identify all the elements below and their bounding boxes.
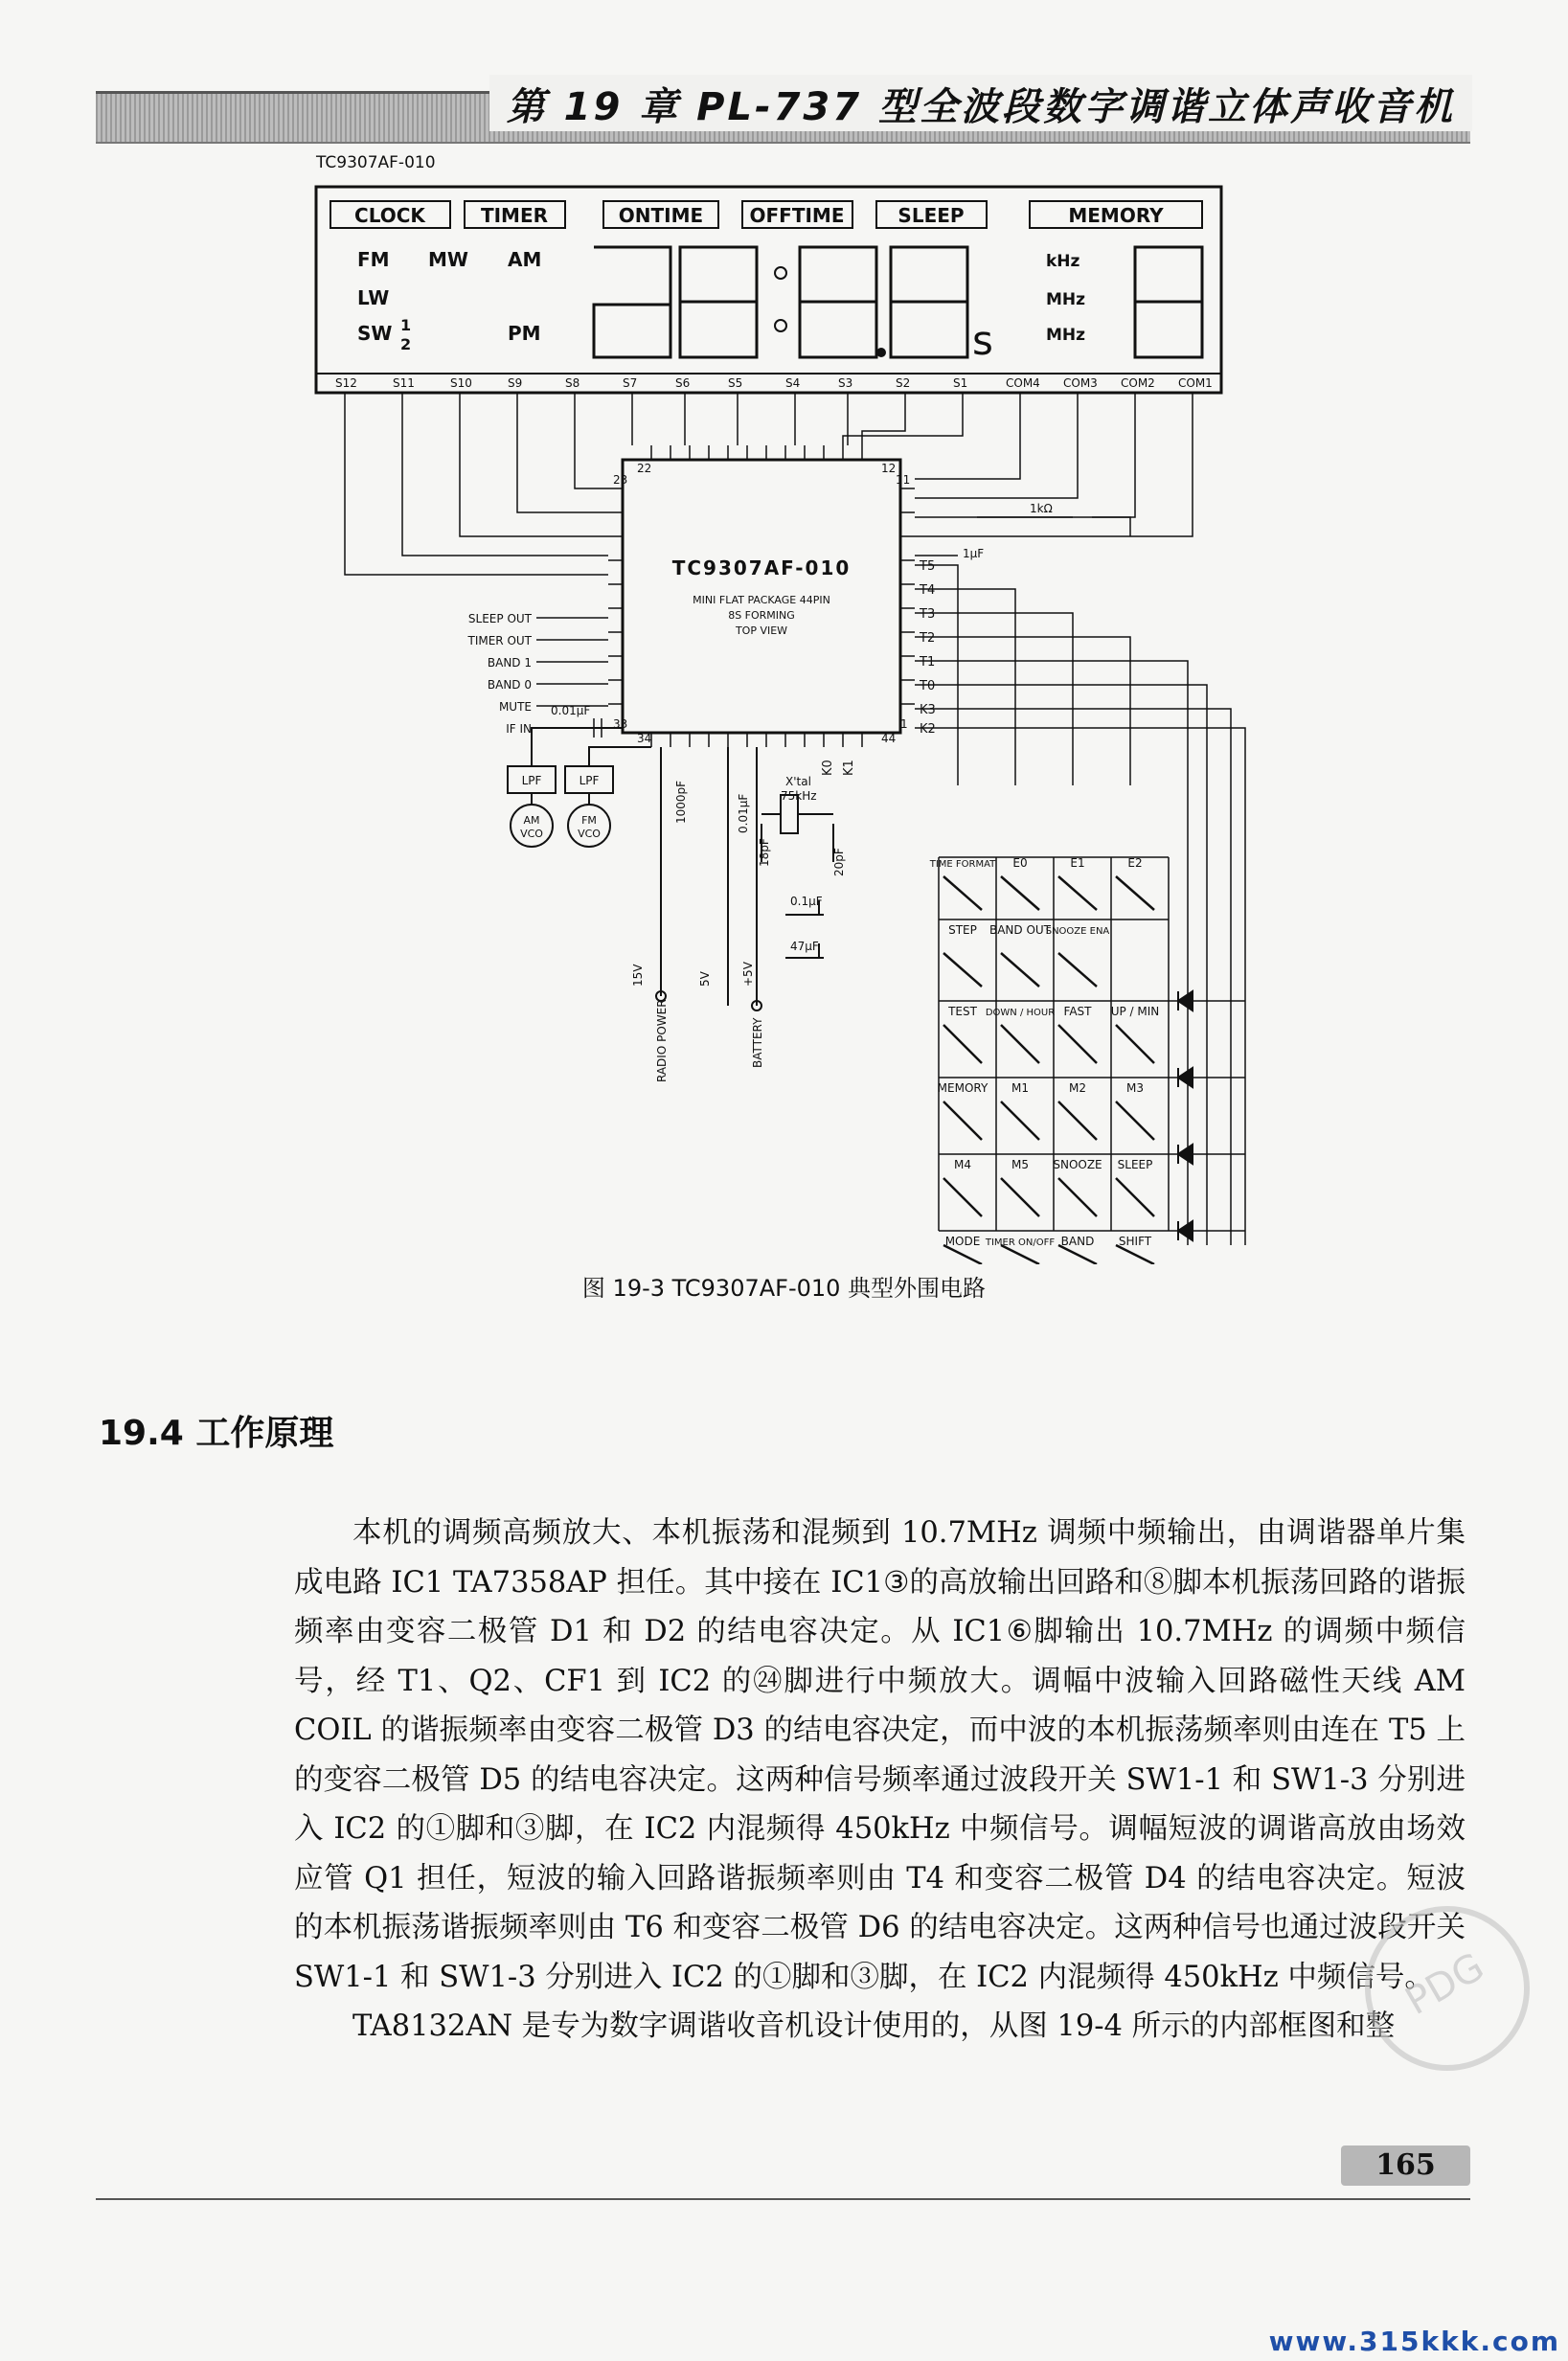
page-number: 165 bbox=[1341, 2145, 1470, 2186]
chip-pin-k1: K1 bbox=[842, 760, 856, 776]
key-label: STEP bbox=[948, 923, 977, 937]
chapter-title: 第 19 章 PL-737 型全波段数字调谐立体声收音机 bbox=[489, 75, 1472, 131]
lcd-sw: SW bbox=[357, 322, 393, 345]
chip-pin-44: 44 bbox=[881, 732, 897, 745]
lcd-pm: PM bbox=[508, 322, 541, 345]
left-signal-label: BAND 0 bbox=[487, 678, 532, 692]
lcd-digit-2 bbox=[680, 247, 757, 357]
cap-1000-label: 1000pF bbox=[674, 780, 688, 824]
paragraph: 本机的调频高频放大、本机振荡和混频到 10.7MHz 调频中频输出，由调谐器单片集成电路 IC1 TA7358AP 担任。其中接在 IC1③的高放输出回路和⑧脚本机振荡回路的谐振频率由变容二极管 D1 和 D2 的结电容决定。从 IC1⑥脚输出 10.7MHz 的调频中频信号，经 T1、Q2、CF1 到 IC2 的㉔脚进行中频放大。调幅中波输入回路磁性天线 AM COIL 的谐振频率由变容二极管 D3 的结电容决定，而中波的本机振荡频率则由连在 T5 上的变容二极管 D5 的结电容决定。这两种信号频率通过波段开关 SW1-1 和 SW1-3 分别进入 IC2 的①脚和③脚，在 IC2 内混频得 450kHz 中频信号。调幅短波的调谐高放由场效应管 Q1 担任，短波的输入回路谐振频率则由 T4 和变容二极管 D4 的结电容决定。短波的本机振荡谐振频率则由 T6 和变容二极管 D6 的结电容决定。这两种信号也通过波段开关 SW1-1 和 SW1-3 分别进入 IC2 的①脚和③脚，在 IC2 内混频得 450kHz 中频信号。 bbox=[294, 1516, 1466, 1994]
cap-01-label: 0.1μF bbox=[790, 895, 823, 908]
lcd-khz: kHz bbox=[1046, 252, 1080, 271]
cap-if-label: 0.01μF bbox=[551, 704, 591, 717]
cap-001-label: 0.01μF bbox=[737, 793, 750, 833]
supply-5v: 5V bbox=[698, 971, 712, 987]
lcd-mhz-1: MHz bbox=[1046, 290, 1086, 309]
lcd-digit-5 bbox=[1135, 247, 1202, 357]
key-label: TIMER ON/OFF bbox=[985, 1237, 1056, 1248]
lcd-digit-s: s bbox=[972, 317, 993, 364]
lcd-pin-label: S10 bbox=[450, 376, 472, 390]
chip-pin-34: 34 bbox=[637, 732, 652, 745]
chip-right-pin-label: T1 bbox=[920, 655, 936, 670]
radio-power-label: RADIO POWER bbox=[655, 999, 669, 1082]
lcd-pin-label: COM3 bbox=[1063, 376, 1098, 390]
lcd-digit-4 bbox=[891, 247, 967, 357]
key-label: M5 bbox=[1011, 1158, 1029, 1171]
key-label: E2 bbox=[1127, 856, 1143, 870]
chip-pin-22: 22 bbox=[637, 462, 652, 475]
paragraph: TA8132AN 是专为数字调谐收音机设计使用的，从图 19-4 所示的内部框图和整 bbox=[352, 2009, 1396, 2043]
key-label: BAND bbox=[1060, 1235, 1095, 1248]
chip-pin-11: 11 bbox=[896, 473, 911, 487]
lcd-mw: MW bbox=[428, 248, 468, 271]
key-label: SHIFT bbox=[1118, 1235, 1152, 1248]
xtal-label-2: 75kHz bbox=[781, 789, 817, 803]
key-label: M3 bbox=[1126, 1081, 1144, 1095]
fm-vco-label-1: FM bbox=[581, 814, 597, 827]
chip-line-2: 8S FORMING bbox=[728, 609, 795, 622]
lcd-pin-label: S11 bbox=[393, 376, 415, 390]
lcd-box-clock-label: CLOCK bbox=[354, 204, 425, 227]
chip-right-pin-label: T3 bbox=[920, 607, 936, 622]
chip-pin-k0: K0 bbox=[821, 760, 835, 776]
chip-line-3: TOP VIEW bbox=[735, 624, 788, 637]
lcd-box-offtime-label: OFFTIME bbox=[749, 204, 845, 227]
chip-right-pin-label: T0 bbox=[920, 679, 936, 693]
key-label: M1 bbox=[1011, 1081, 1029, 1095]
cap-top-label: 1μF bbox=[963, 547, 985, 560]
lcd-box-ontime-label: ONTIME bbox=[618, 204, 704, 227]
key-label: TEST bbox=[948, 1005, 977, 1018]
lcd-pin-label: S12 bbox=[335, 376, 357, 390]
key-label: SNOOZE ENA bbox=[1045, 926, 1110, 937]
cap-18-label: 18pF bbox=[758, 838, 771, 867]
key-label: M4 bbox=[954, 1158, 971, 1171]
lcd-pin-label: COM4 bbox=[1006, 376, 1040, 390]
key-label: DOWN / HOUR bbox=[985, 1008, 1056, 1018]
left-signal-label: TIMER OUT bbox=[467, 634, 532, 647]
lcd-digit-3 bbox=[800, 247, 876, 357]
key-label: SNOOZE bbox=[1053, 1158, 1102, 1171]
fm-vco-label-2: VCO bbox=[578, 828, 601, 840]
lcd-box-timer-label: TIMER bbox=[480, 204, 549, 227]
lcd-am: AM bbox=[508, 248, 542, 271]
section-heading: 19.4 工作原理 bbox=[99, 1414, 334, 1453]
lcd-lw: LW bbox=[357, 286, 390, 309]
lcd-box-sleep-label: SLEEP bbox=[898, 204, 965, 227]
supply-plus5v: +5V bbox=[741, 962, 755, 987]
key-label: SLEEP bbox=[1117, 1158, 1153, 1171]
left-signal-label: SLEEP OUT bbox=[467, 612, 532, 625]
key-label: MEMORY bbox=[937, 1081, 989, 1095]
left-signal-label: MUTE bbox=[498, 700, 532, 714]
lcd-pin-label: S3 bbox=[838, 376, 853, 390]
xtal-label-1: X'tal bbox=[785, 775, 811, 788]
lpf-label-1: LPF bbox=[521, 774, 542, 787]
chip-pin-1: 1 bbox=[900, 717, 908, 731]
lcd-pin-label: COM1 bbox=[1178, 376, 1213, 390]
key-label: MODE bbox=[944, 1235, 981, 1248]
am-vco-label-2: VCO bbox=[520, 828, 543, 840]
pdg-watermark: PDG bbox=[1335, 1876, 1560, 2101]
key-label: FAST bbox=[1063, 1005, 1092, 1018]
am-vco-label-1: AM bbox=[523, 814, 540, 827]
chip-name: TC9307AF-010 bbox=[671, 556, 852, 579]
supply-15v: 15V bbox=[631, 964, 645, 987]
key-label: TIME FORMAT bbox=[929, 859, 996, 870]
lcd-pin-label: S6 bbox=[675, 376, 691, 390]
lcd-pin-label: COM2 bbox=[1121, 376, 1155, 390]
cap-47-label: 47μF bbox=[790, 940, 819, 953]
res-top-label: 1kΩ bbox=[1030, 502, 1053, 515]
lcd-box-memory-label: MEMORY bbox=[1068, 204, 1164, 227]
chip-right-pin-label: T4 bbox=[920, 583, 936, 598]
key-label: UP / MIN bbox=[1110, 1005, 1160, 1018]
lcd-fm: FM bbox=[357, 248, 390, 271]
body-text bbox=[294, 1509, 1466, 2052]
battery-label: BATTERY bbox=[751, 1017, 764, 1068]
chip-pin-33: 33 bbox=[613, 717, 628, 731]
lcd-pin-label: S8 bbox=[565, 376, 580, 390]
lpf-label-2: LPF bbox=[579, 774, 600, 787]
lcd-pin-label: S7 bbox=[623, 376, 638, 390]
key-label: E0 bbox=[1012, 856, 1028, 870]
chip-pin-12: 12 bbox=[881, 462, 897, 475]
key-label: M2 bbox=[1069, 1081, 1086, 1095]
figure-top-label: TC9307AF-010 bbox=[316, 153, 436, 172]
chip-line-1: MINI FLAT PACKAGE 44PIN bbox=[693, 594, 830, 606]
site-watermark: www.315kkk.com bbox=[1268, 2326, 1560, 2357]
key-label: BAND OUT bbox=[989, 923, 1052, 937]
lcd-pin-label: S5 bbox=[728, 376, 743, 390]
chip-right-pin-label: T2 bbox=[920, 631, 936, 646]
left-signal-label: BAND 1 bbox=[487, 656, 532, 670]
cap-20-label: 20pF bbox=[832, 848, 846, 876]
left-signal-label: IF IN bbox=[506, 722, 532, 736]
footer-rule bbox=[96, 2198, 1470, 2200]
lcd-mhz-2: MHz bbox=[1046, 326, 1086, 345]
lcd-pin-label: S1 bbox=[953, 376, 968, 390]
chip-pin-23: 23 bbox=[613, 473, 628, 487]
figure-caption: 图 19-3 TC9307AF-010 典型外围电路 bbox=[581, 1275, 987, 1302]
lcd-pin-label: S4 bbox=[785, 376, 801, 390]
chip-right-pin-label: T5 bbox=[920, 559, 936, 574]
lcd-pin-label: S9 bbox=[508, 376, 523, 390]
lcd-digit-1 bbox=[594, 247, 670, 357]
lcd-sw-num: 1 bbox=[400, 316, 412, 334]
lcd-pin-label: S2 bbox=[896, 376, 911, 390]
lcd-sw-den: 2 bbox=[400, 335, 412, 353]
key-label: E1 bbox=[1070, 856, 1085, 870]
chip-right-pin-label: K3 bbox=[920, 703, 936, 717]
chip-right-pin-label: K2 bbox=[920, 722, 936, 737]
